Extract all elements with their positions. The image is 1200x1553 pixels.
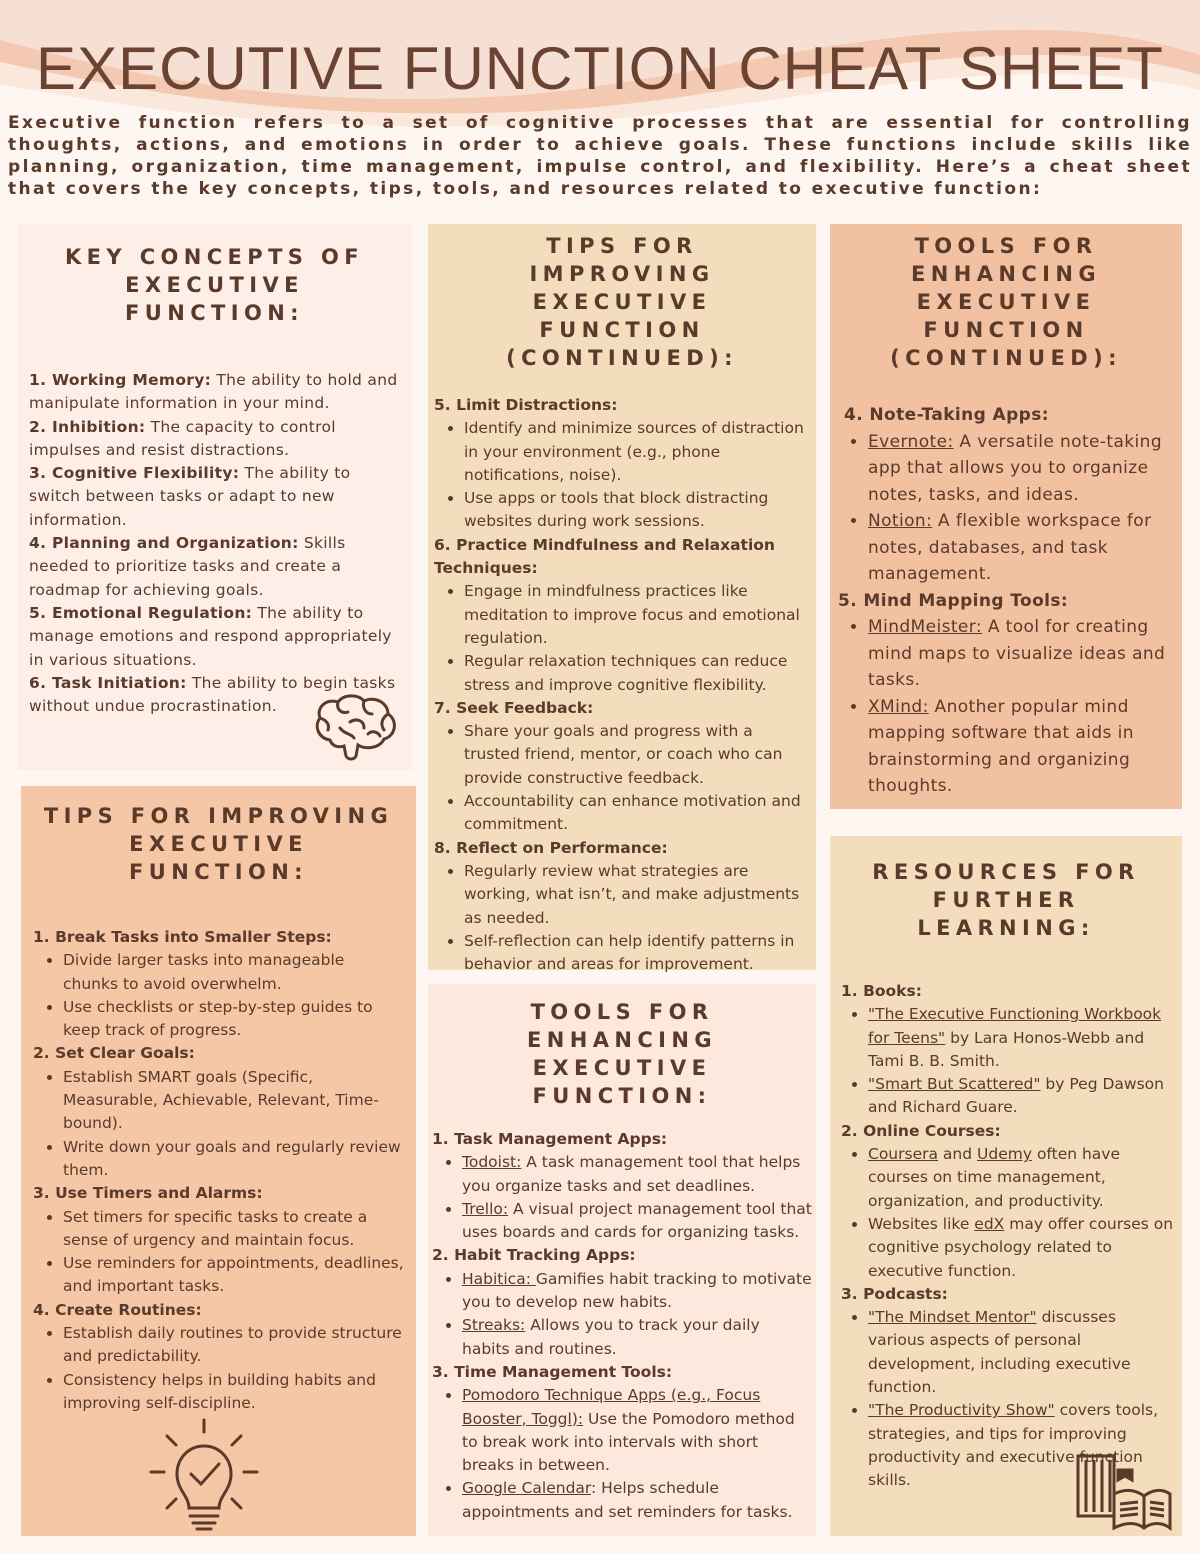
lightbulb-check-icon — [149, 1416, 259, 1534]
resources-section-title: 3. Podcasts: — [841, 1284, 948, 1303]
tools-section-title: 4. Note-Taking Apps: — [844, 405, 1049, 425]
tips-continued-heading: TIPS FOR IMPROVING EXECUTIVE FUNCTION (CONTINUED): — [506, 234, 738, 370]
key-concepts-list — [29, 369, 400, 718]
streaks-link[interactable]: Streaks: — [462, 1316, 526, 1335]
intro-paragraph: Executive function refers to a set of cognitive processes that are essential for controlling thoughts, actions, and emotions in order to achieve goals. These functions include skills like planning, organization, time management, impulse control, and flexibility. Here’s a cheat sheet that covers the key concepts, tips, tools, and resources related to executive function: — [8, 113, 1192, 199]
podcast-link[interactable]: "The Productivity Show" — [868, 1401, 1055, 1420]
resources-heading: RESOURCES FOR FURTHER LEARNING: — [872, 860, 1140, 940]
resources-list — [838, 980, 1174, 1493]
concept-item: 4. Planning and Organization: Skills needed to prioritize tasks and create a roadmap for achieving goals. — [29, 534, 346, 599]
list-item: • Accountability can enhance motivation and commitment. — [464, 790, 810, 837]
list-item: • XMind: Another popular mind mapping software that aids in brainstorming and organizing thoughts. — [868, 694, 1174, 800]
list-item: • Habitica: Gamifies habit tracking to motivate you to develop new habits. — [462, 1268, 812, 1315]
brain-icon — [310, 692, 400, 762]
google-calendar-link[interactable]: Google Calendar — [462, 1479, 592, 1498]
list-item: • "The Executive Functioning Workbook for Teens" by Lara Honos-Webb and Tami B. B. Smith. — [868, 1003, 1174, 1073]
list-item: • "The Productivity Show" covers tools, strategies, and tips for improving productivity and executive function skills. — [868, 1399, 1174, 1492]
concept-item: 2. Inhibition: The capacity to control impulses and resist distractions. — [29, 417, 336, 459]
list-item: • Regular relaxation techniques can reduce stress and improve cognitive flexibility. — [464, 650, 810, 697]
resources-box — [830, 836, 1182, 1536]
tips-continued-box — [428, 224, 816, 974]
tips-section-title: 6. Practice Mindfulness and Relaxation Techniques: — [434, 535, 775, 578]
list-item: • Trello: A visual project management tool that uses boards and cards for organizing tasks. — [462, 1198, 812, 1245]
habitica-link[interactable]: Habitica: — [462, 1269, 536, 1288]
key-concepts-heading: KEY CONCEPTS OF EXECUTIVE FUNCTION: — [64, 245, 365, 325]
list-item: • Identify and minimize sources of distraction in your environment (e.g., phone notifications, noise). — [464, 417, 810, 487]
concept-item: 3. Cognitive Flexibility: The ability to switch between tasks or adapt to new information. — [29, 464, 351, 529]
tools-list — [432, 1128, 812, 1524]
concept-item: 6. Task Initiation: The ability to begin tasks without undue procrastination. — [29, 673, 396, 716]
list-item: • Streaks: Allows you to track your daily habits and routines. — [462, 1314, 812, 1361]
concept-item: 5. Emotional Regulation: The ability to manage emotions and respond appropriately in various situations. — [29, 603, 392, 669]
list-item: • Use reminders for appointments, deadlines, and important tasks. — [63, 1252, 404, 1299]
pomodoro-apps-link[interactable]: Pomodoro Technique Apps (e.g., Focus Booster, Toggl): — [462, 1386, 761, 1428]
list-item: • Divide larger tasks into manageable chunks to avoid overwhelm. — [63, 949, 404, 996]
tools-section-title: 2. Habit Tracking Apps: — [432, 1246, 636, 1265]
list-item: • Establish daily routines to provide structure and predictability. — [63, 1322, 404, 1369]
tools-box — [428, 984, 816, 1536]
list-item: • Establish SMART goals (Specific, Measurable, Achievable, Relevant, Time-bound). — [63, 1066, 404, 1136]
book-link[interactable]: "Smart But Scattered" — [868, 1075, 1041, 1094]
trello-link[interactable]: Trello: — [462, 1199, 509, 1218]
tips-section-title: 4. Create Routines: — [33, 1300, 202, 1319]
podcast-link[interactable]: "The Mindset Mentor" — [868, 1308, 1037, 1327]
list-item: • Use apps or tools that block distracting websites during work sessions. — [464, 487, 810, 534]
list-item: • Websites like edX may offer courses on cognitive psychology related to executive function. — [868, 1213, 1174, 1283]
edx-link[interactable]: edX — [974, 1214, 1005, 1233]
book-link[interactable]: "The Executive Functioning Workbook for Teens" — [868, 1005, 1162, 1047]
tips-continued-list — [434, 394, 810, 976]
todoist-link[interactable]: Todoist: — [462, 1153, 522, 1172]
list-item: • Write down your goals and regularly review them. — [63, 1136, 404, 1183]
list-item: • Engage in mindfulness practices like meditation to improve focus and emotional regulation. — [464, 580, 810, 650]
xmind-link[interactable]: XMind: — [868, 696, 929, 717]
list-item: • "The Mindset Mentor" discusses various aspects of personal development, including executive function. — [868, 1306, 1174, 1399]
list-item: • Set timers for specific tasks to create a sense of urgency and maintain focus. — [63, 1206, 404, 1253]
resources-section-title: 2. Online Courses: — [841, 1121, 1001, 1140]
page-title: EXECUTIVE FUNCTION CHEAT SHEET — [36, 35, 1164, 102]
tips-section-title: 5. Limit Distractions: — [434, 396, 618, 414]
key-concepts-box — [17, 224, 412, 770]
udemy-link[interactable]: Udemy — [977, 1145, 1033, 1164]
tips-section-title: 3. Use Timers and Alarms: — [33, 1184, 263, 1203]
tools-continued-box — [830, 224, 1182, 809]
tips-box — [21, 786, 416, 1536]
tools-section-title: 1. Task Management Apps: — [432, 1130, 668, 1148]
tools-continued-list — [838, 402, 1174, 800]
list-item: • Consistency helps in building habits and improving self-discipline. — [63, 1369, 404, 1416]
tips-section-title: 7. Seek Feedback: — [434, 698, 594, 717]
list-item: • Coursera and Udemy often have courses on time management, organization, and productivity. — [868, 1143, 1174, 1213]
resources-section-title: 1. Books: — [841, 982, 922, 1000]
tools-section-title: 5. Mind Mapping Tools: — [838, 590, 1069, 611]
list-item: • Notion: A flexible workspace for notes, databases, and task management. — [868, 508, 1174, 588]
tips-section-title: 1. Break Tasks into Smaller Steps: — [33, 928, 332, 946]
coursera-link[interactable]: Coursera — [868, 1145, 938, 1164]
mindmeister-link[interactable]: MindMeister: — [868, 617, 983, 637]
list-item: • Evernote: A versatile note-taking app that allows you to organize notes, tasks, and ideas. — [868, 429, 1174, 509]
list-item: • Todoist: A task management tool that helps you organize tasks and set deadlines. — [462, 1151, 812, 1198]
tips-heading: TIPS FOR IMPROVING EXECUTIVE FUNCTION: — [43, 804, 394, 884]
tips-list — [33, 926, 404, 1415]
list-item: • MindMeister: A tool for creating mind maps to visualize ideas and tasks. — [868, 614, 1174, 694]
tips-section-title: 2. Set Clear Goals: — [33, 1044, 195, 1063]
tools-section-title: 3. Time Management Tools: — [432, 1362, 673, 1381]
evernote-link[interactable]: Evernote: — [868, 431, 954, 452]
list-item: • Self-reflection can help identify patterns in behavior and areas for improvement. — [464, 930, 810, 977]
list-item: • Share your goals and progress with a trusted friend, mentor, or coach who can provide constructive feedback. — [464, 720, 810, 790]
list-item: • Google Calendar: Helps schedule appointments and set reminders for tasks. — [462, 1477, 812, 1524]
notion-link[interactable]: Notion: — [868, 511, 933, 531]
books-icon — [1074, 1450, 1174, 1532]
list-item: • Pomodoro Technique Apps (e.g., Focus Booster, Toggl): Use the Pomodoro method to break work into intervals with short breaks in between. — [462, 1384, 812, 1477]
list-item: • "Smart But Scattered" by Peg Dawson and Richard Guare. — [868, 1073, 1174, 1120]
tools-continued-heading: TOOLS FOR ENHANCING EXECUTIVE FUNCTION (CONTINUED): — [890, 234, 1122, 370]
tips-section-title: 8. Reflect on Performance: — [434, 838, 668, 857]
concept-item: 1. Working Memory: The ability to hold and manipulate information in your mind. — [29, 371, 398, 413]
list-item: • Use checklists or step-by-step guides to keep track of progress. — [63, 996, 404, 1043]
list-item: • Regularly review what strategies are working, what isn’t, and make adjustments as needed. — [464, 860, 810, 930]
tools-heading: TOOLS FOR ENHANCING EXECUTIVE FUNCTION: — [527, 1000, 717, 1108]
